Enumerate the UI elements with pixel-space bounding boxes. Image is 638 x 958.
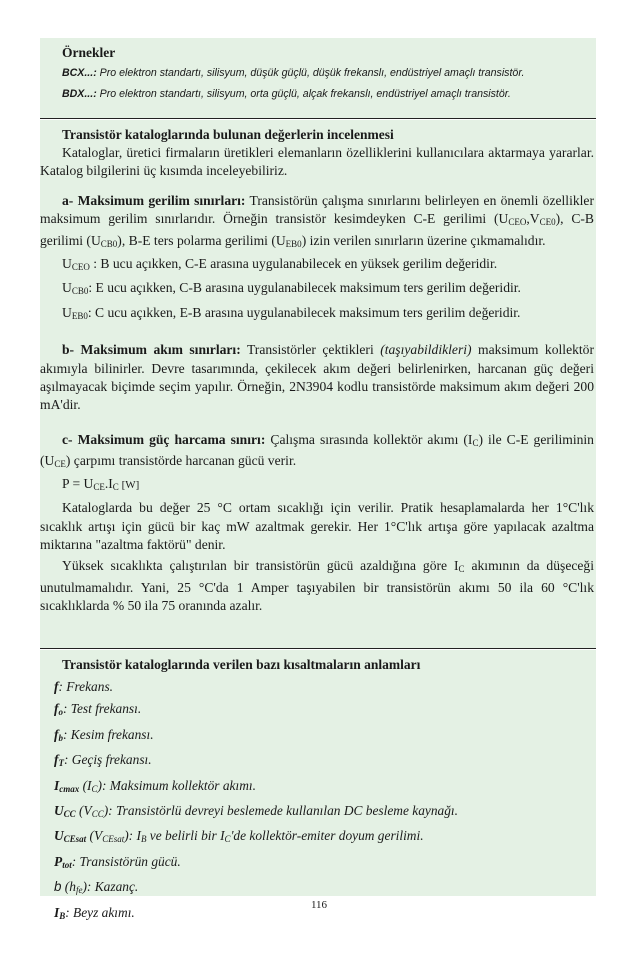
abbr-text: ): I bbox=[124, 828, 141, 844]
formula-unit: [W] bbox=[118, 478, 140, 491]
abbreviation-item bbox=[54, 851, 596, 876]
example-desc: Pro elektron standartı, silisyum, düşük güçlü, düşük frekanslı, endüstriyel amaçlı transistör. bbox=[96, 67, 525, 79]
abbr-text: : Kesim frekansı. bbox=[62, 726, 154, 742]
subscript: C bbox=[472, 437, 479, 448]
subscript: C bbox=[112, 481, 119, 492]
current-limits-paragraph bbox=[40, 341, 596, 415]
subscript: C bbox=[91, 783, 98, 794]
symbol: U bbox=[62, 304, 72, 320]
voltage-def-line bbox=[40, 255, 596, 276]
temperature-paragraph bbox=[40, 557, 596, 615]
abbr-text: ): Transistörlü devreyi beslemede kullanılan DC besleme kaynağı. bbox=[103, 803, 458, 819]
subscript: C bbox=[224, 834, 231, 845]
definition: : E ucu açıkken, C-B arasına uygulanabilecek maksimum ters gerilim değeridir. bbox=[88, 280, 521, 296]
abbr-symbol: f bbox=[54, 679, 59, 694]
subscript: CC bbox=[91, 809, 104, 820]
example-item bbox=[62, 86, 596, 103]
abbreviation-item bbox=[54, 749, 596, 774]
subscript: tot bbox=[62, 859, 72, 870]
voltage-text: ,V bbox=[526, 211, 540, 227]
subscript: CB0 bbox=[100, 238, 118, 249]
symbol: U bbox=[62, 256, 72, 272]
subscript: cmax bbox=[59, 783, 80, 794]
temperature-text: akımının da düşeceği unutulmamalıdır. Yani, 25 °C'da 1 Amper taşıyabilen bir transistörün akımı 50 ila 60 °C'lık sıcaklıklarda % 50 ila 75 oranında azalır. bbox=[40, 558, 594, 614]
subscript: CB0 bbox=[71, 286, 89, 297]
voltage-def-line bbox=[40, 279, 596, 300]
subscript: B bbox=[140, 834, 147, 845]
abbr-symbol: f bbox=[54, 726, 59, 742]
abbreviation-item bbox=[54, 876, 596, 901]
abbreviations-title: Transistör kataloglarında verilen bazı kısaltmaların anlamları bbox=[62, 657, 421, 672]
derating-paragraph: Kataloglarda bu değer 25 °C ortam sıcaklığı için verilir. Pratik hesaplamalarda her 1°C'lık sıcaklık artışı için gücü bir kaç mW azaltmak gerekir. Her 1°C'lık artışa göre yapılacak azaltma miktarına "azaltma faktörü" denir. bbox=[40, 500, 594, 552]
abbr-text: (h bbox=[61, 879, 76, 895]
voltage-text: Transistörün çalışma sınırlarını belirleyen en önemli özellikler maksimum gerilim sınırlarıdır. Örneğin transistör kesimdeyken C-E gerilimi (U bbox=[40, 192, 594, 227]
voltage-limits-heading: a- Maksimum gerilim sınırları: bbox=[62, 192, 246, 208]
abbr-text: (V bbox=[75, 803, 92, 819]
power-limits-paragraph bbox=[40, 431, 596, 474]
abbreviation-item bbox=[54, 724, 596, 749]
catalog-title: Transistör kataloglarında bulunan değerlerin incelenmesi bbox=[62, 127, 394, 142]
symbol: U bbox=[62, 280, 72, 296]
catalog-panel bbox=[40, 120, 596, 648]
voltage-text: ) izin verilen sınırların üzerine çıkmamalıdır. bbox=[301, 232, 546, 248]
temperature-text: Yüksek sıcaklıkta çalıştırılan bir transistörün gücü azaldığına göre I bbox=[62, 558, 459, 574]
example-code: BDX...: bbox=[62, 88, 97, 100]
power-text: Çalışma sırasında kollektör akımı (I bbox=[265, 431, 473, 447]
subscript: B bbox=[59, 910, 66, 921]
power-formula bbox=[40, 475, 596, 496]
abbr-symbol: U bbox=[54, 828, 64, 844]
abbreviation-item bbox=[54, 698, 596, 723]
abbr-text: : Frekans. bbox=[58, 679, 114, 694]
abbr-text: ve belirli bir I bbox=[146, 828, 225, 844]
abbr-symbol: I bbox=[54, 777, 60, 793]
catalog-intro: Kataloglar, üretici firmaların üretikleri elemanların özelliklerini kullanıcılara aktarmaya yararlar. Katalog bilgilerini üç kısımda inceleyebiliriz. bbox=[40, 145, 594, 179]
voltage-text: ), C-B gerilimi (U bbox=[40, 211, 594, 248]
voltage-text: ), B-E ters polarma gerilimi (U bbox=[117, 232, 286, 248]
abbr-symbol: f bbox=[54, 701, 59, 717]
current-limits-heading: b- Maksimum akım sınırları: bbox=[62, 342, 241, 358]
subscript: CEO bbox=[71, 262, 90, 273]
formula-part: .I bbox=[104, 475, 113, 491]
subscript: b bbox=[58, 732, 63, 743]
subscript: CE bbox=[54, 459, 66, 470]
example-desc: Pro elektron standartı, silisyum, orta güçlü, alçak frekanslı, endüstriyel amaçlı transistör. bbox=[96, 88, 511, 100]
abbreviation-item bbox=[54, 825, 596, 850]
voltage-limits-paragraph bbox=[40, 192, 596, 253]
abbr-text: 'de kollektör-emiter doyum gerilimi. bbox=[230, 828, 424, 844]
subscript: CEsat bbox=[102, 834, 125, 845]
subscript: C bbox=[458, 564, 465, 575]
page-number: 116 bbox=[310, 899, 328, 911]
subscript: CE bbox=[93, 481, 105, 492]
current-text: maksimum kollektör akımıyla bilinirler. Devre tasarımında, çekilecek akım değeri belirlenirken, harcanan güç değeri aşılmayacak biçimde seçim yapılır. Örneğin, 2N3904 kodlu transistörde maksimum akım değeri 200 mA'dir. bbox=[40, 342, 594, 413]
examples-title: Örnekler bbox=[62, 45, 116, 60]
abbr-symbol: I bbox=[54, 904, 60, 920]
definition: : B ucu açıkken, C-E arasına uygulanabilecek en yüksek gerilim değeridir. bbox=[89, 256, 498, 272]
abbr-text: (V bbox=[86, 828, 103, 844]
examples-panel bbox=[40, 38, 596, 118]
voltage-def-line bbox=[40, 304, 596, 325]
subscript: T bbox=[58, 758, 64, 769]
abbr-symbol: P bbox=[54, 853, 63, 869]
subscript: CEsat bbox=[63, 834, 87, 845]
subscript: EB0 bbox=[71, 310, 88, 321]
subscript: CE0 bbox=[539, 217, 556, 228]
abbr-text: ): Kazanç. bbox=[82, 879, 139, 895]
abbr-text: ): Maksimum kollektör akımı. bbox=[97, 777, 256, 793]
subscript: CC bbox=[63, 809, 76, 820]
formula-part: P = U bbox=[62, 475, 94, 491]
example-code: BCX...: bbox=[62, 67, 97, 79]
power-limits-heading: c- Maksimum güç harcama sınırı: bbox=[62, 431, 266, 447]
abbreviation-item bbox=[54, 676, 596, 698]
abbr-text: (I bbox=[79, 777, 92, 793]
divider bbox=[40, 118, 596, 119]
abbr-text: : Beyz akımı. bbox=[65, 904, 135, 920]
subscript: o bbox=[58, 707, 63, 718]
definition: : C ucu açıkken, E-B arasına uygulanabilecek maksimum ters gerilim değeridir. bbox=[87, 304, 521, 320]
abbr-text: : Transistörün gücü. bbox=[71, 853, 181, 869]
abbr-symbol: f bbox=[54, 752, 59, 768]
subscript: CEO bbox=[508, 217, 527, 228]
abbr-symbol: b bbox=[54, 879, 62, 895]
example-item bbox=[62, 65, 596, 82]
current-italic: (taşıyabildikleri) bbox=[380, 342, 472, 358]
abbr-text: : Test frekansı. bbox=[62, 701, 142, 717]
power-text: ) çarpımı transistörde harcanan gücü verir. bbox=[65, 453, 297, 469]
subscript: EB0 bbox=[285, 238, 302, 249]
abbr-text: : Geçiş frekansı. bbox=[63, 752, 152, 768]
abbr-symbol: U bbox=[54, 803, 64, 819]
power-text: ) ile C-E geriliminin (U bbox=[40, 431, 594, 469]
subscript: fe bbox=[75, 885, 83, 896]
abbreviation-item bbox=[54, 775, 596, 800]
current-text: Transistörler çektikleri bbox=[240, 342, 381, 358]
abbreviation-item bbox=[54, 800, 596, 825]
divider bbox=[40, 648, 596, 649]
